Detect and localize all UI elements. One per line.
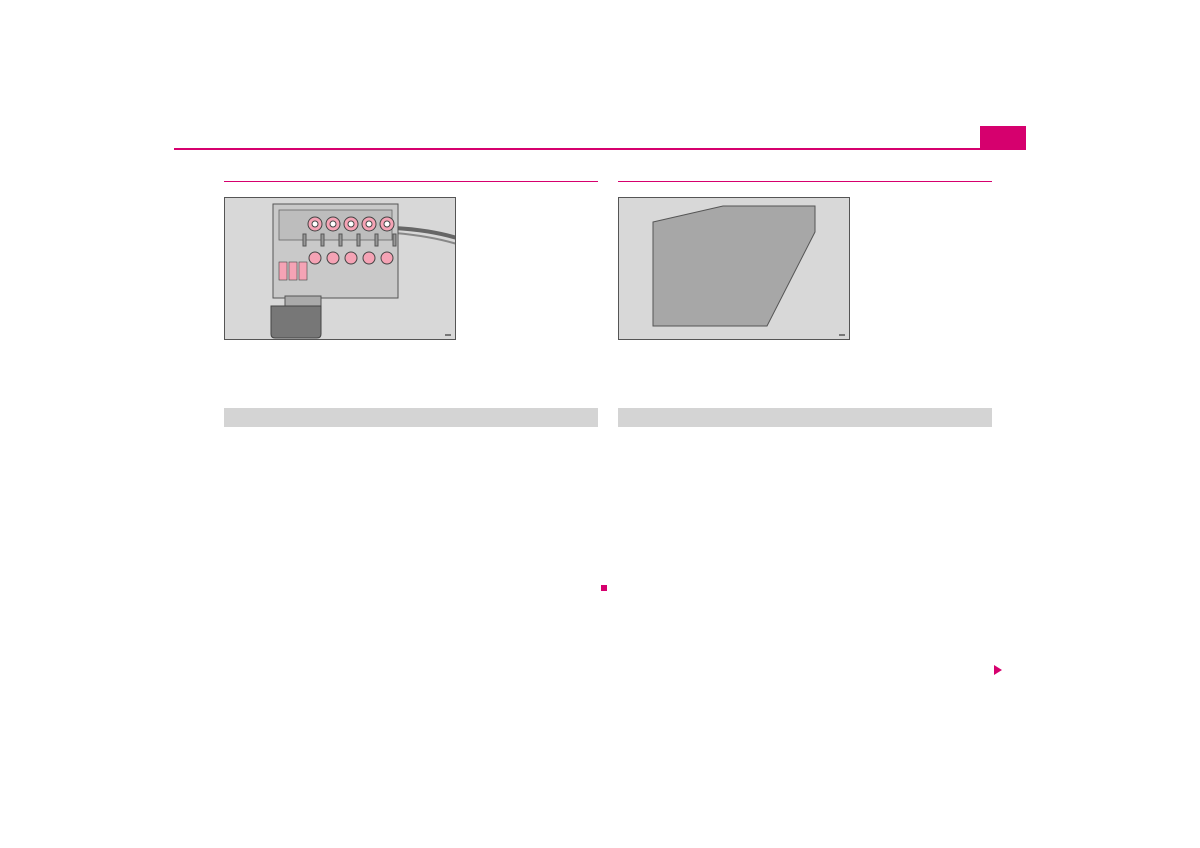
header-rule	[174, 148, 1026, 150]
right-fuse-table-wrap	[618, 408, 992, 427]
figure-engine-fuse-box	[224, 197, 456, 340]
continue-arrow-icon[interactable]	[994, 665, 1002, 675]
col-header-nr	[618, 408, 653, 427]
left-fuse-table-wrap	[224, 408, 598, 427]
engine-fuse-box-drawing	[225, 198, 456, 340]
col-header-nr	[224, 408, 259, 427]
section-end-marker	[601, 585, 607, 591]
figure-dashboard-fuse-box	[618, 197, 850, 340]
dashboard-fuse-box-drawing	[619, 198, 850, 340]
figure-code	[839, 334, 845, 336]
left-section-rule	[224, 181, 598, 182]
page-number	[980, 126, 1026, 148]
col-header-name	[259, 408, 525, 427]
figure-code	[445, 334, 451, 336]
footnote	[224, 603, 230, 614]
dashboard-fuse-table	[618, 408, 992, 427]
col-header-amp	[919, 408, 992, 427]
engine-fuse-table	[224, 408, 598, 427]
right-section-rule	[618, 181, 992, 182]
col-header-amp	[525, 408, 598, 427]
col-header-name	[653, 408, 919, 427]
